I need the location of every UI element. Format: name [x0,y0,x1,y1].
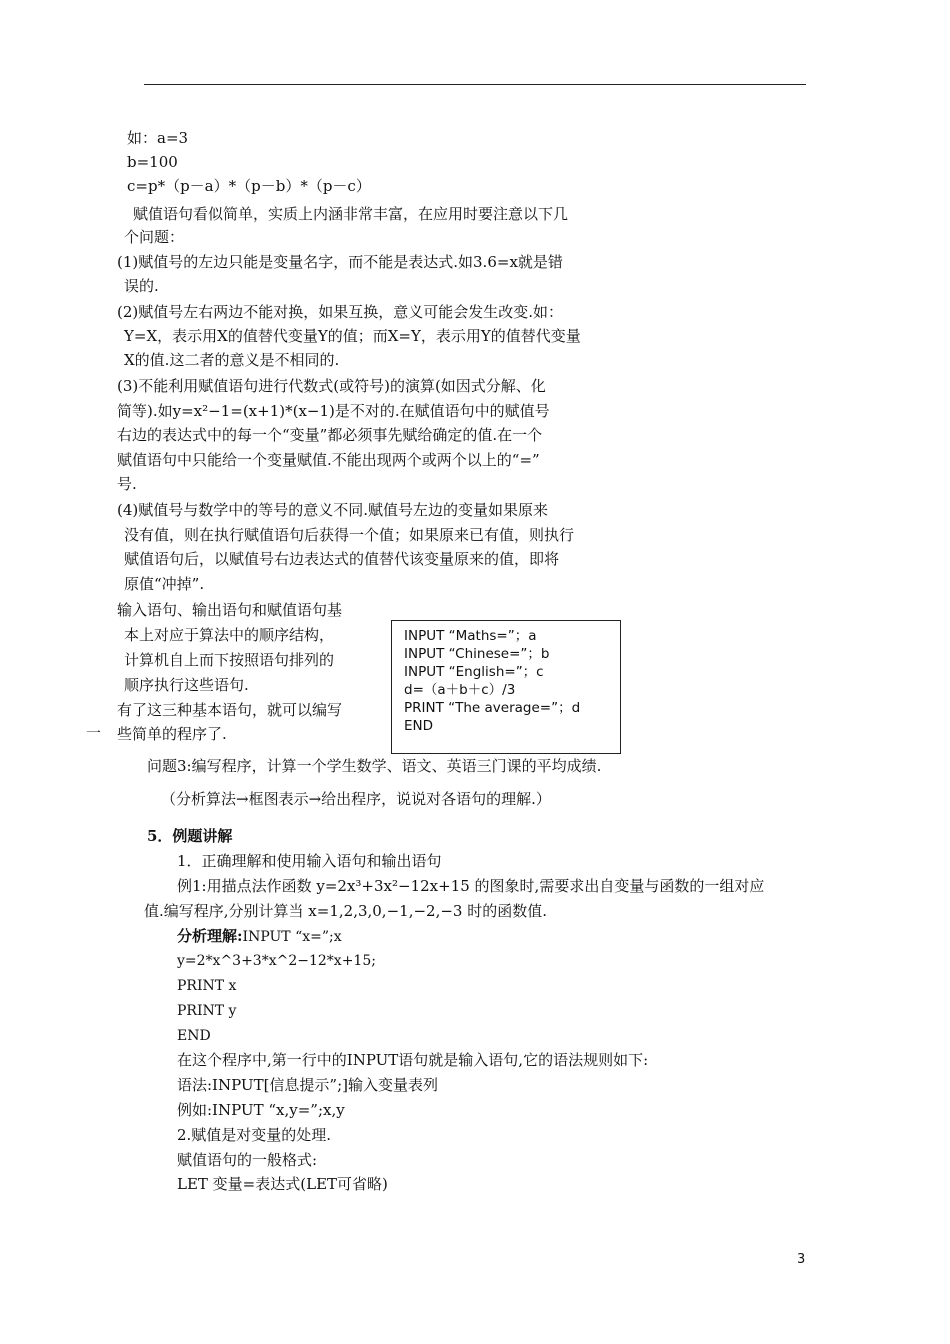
text-line: Y=X，表示用X的值替代变量Y的值；而X=Y，表示用Y的值替代变量 [124,327,581,345]
code-text: END [177,1028,211,1044]
text-line: (3)不能利用赋值语句进行代数式(或符号)的演算(如因式分解、化 [117,377,546,395]
code-line: INPUT “Maths=”；a [404,628,537,644]
text-line: (4)赋值号与数学中的等号的意义不同.赋值号左边的变量如果原来 [117,501,549,519]
text-line: 简等).如y=x²−1=(x+1)*(x−1)是不对的.在赋值语句中的赋值号 [117,402,550,420]
text-line: LET 变量=表达式(LET可省略) [177,1175,388,1193]
text-line: 例1:用描点法作函数 y=2x³+3x²−12x+15 的图象时,需要求出自变量与函数的一组对应 [177,877,765,895]
text-line: 没有值，则在执行赋值语句后获得一个值；如果原来已有值，则执行 [124,526,575,544]
code-line: d=（a＋b＋c）/3 [404,682,516,698]
text-line: 赋值语句看似简单，实质上内涵非常丰富，在应用时要注意以下几 [133,205,569,223]
text-line: 如：a=3 [127,129,189,147]
text-line: c=p*（p－a）*（p－b）*（p－c） [127,177,371,195]
text-line: X的值.这二者的意义是不相同的. [124,351,340,369]
text-line: 顺序执行这些语句. [124,676,249,694]
code-line: END [404,718,434,734]
text-line: (1)赋值号的左边只能是变量名字，而不能是表达式.如3.6=x就是错 [117,253,563,271]
code-line: PRINT “The average=”；d [404,700,581,716]
text-line: (2)赋值号左右两边不能对换，如果互换，意义可能会发生改变.如： [117,303,564,321]
text-line: （分析算法→框图表示→给出程序，说说对各语句的理解.） [161,790,551,808]
analysis-label: 分析理解: [177,927,243,945]
page-number: 3 [797,1252,806,1267]
problem-3: 问题3:编写程序，计算一个学生数学、语文、英语三门课的平均成绩. [147,757,602,775]
text-line: 值.编写程序,分别计算当 x=1,2,3,0,−1,−2,−3 时的函数值. [144,902,547,920]
code-line: INPUT “Chinese=”；b [404,646,550,662]
text-line: 在这个程序中,第一行中的INPUT语句就是输入语句,它的语法规则如下: [177,1051,649,1069]
text-line: 输入语句、输出语句和赋值语句基 [117,601,343,619]
text-line: 赋值语句的一般格式: [177,1151,318,1169]
analysis-line [177,926,342,947]
text-line: b=100 [127,153,178,171]
text-line: 赋值语句中只能给一个变量赋值.不能出现两个或两个以上的“=” [117,451,540,469]
stray-dash: 一 [86,724,102,742]
code-text: PRINT x [177,978,237,994]
text-line: 些简单的程序了. [117,725,227,743]
text-line: 有了这三种基本语句，就可以编写 [117,701,343,719]
code-text: PRINT y [177,1003,237,1019]
text-line: 计算机自上而下按照语句排列的 [124,651,335,669]
code-box [391,620,621,754]
code-text: y=2*x^3+3*x^2−12*x+15; [177,953,376,969]
header-rule [144,84,806,85]
text-line: 右边的表达式中的每一个“变量”都必须事先赋给确定的值.在一个 [117,426,543,444]
code-text: INPUT “x=”;x [242,929,342,945]
text-line: 2.赋值是对变量的处理. [177,1126,332,1144]
section-heading: 5．例题讲解 [147,827,233,845]
text-line: 误的. [124,277,159,295]
text-line: 语法:INPUT[信息提示”;]输入变量表列 [177,1076,439,1094]
text-line: 1．正确理解和使用输入语句和输出语句 [177,852,442,870]
text-line: 号. [117,475,137,493]
text-line: 个问题： [124,228,185,246]
text-line: 例如:INPUT “x,y=”;x,y [177,1101,345,1119]
code-line: INPUT “English=”；c [404,664,544,680]
text-line: 本上对应于算法中的顺序结构， [124,626,335,644]
text-line: 原值“冲掉”. [124,575,205,593]
text-line: 赋值语句后，以赋值号右边表达式的值替代该变量原来的值，即将 [124,550,560,568]
